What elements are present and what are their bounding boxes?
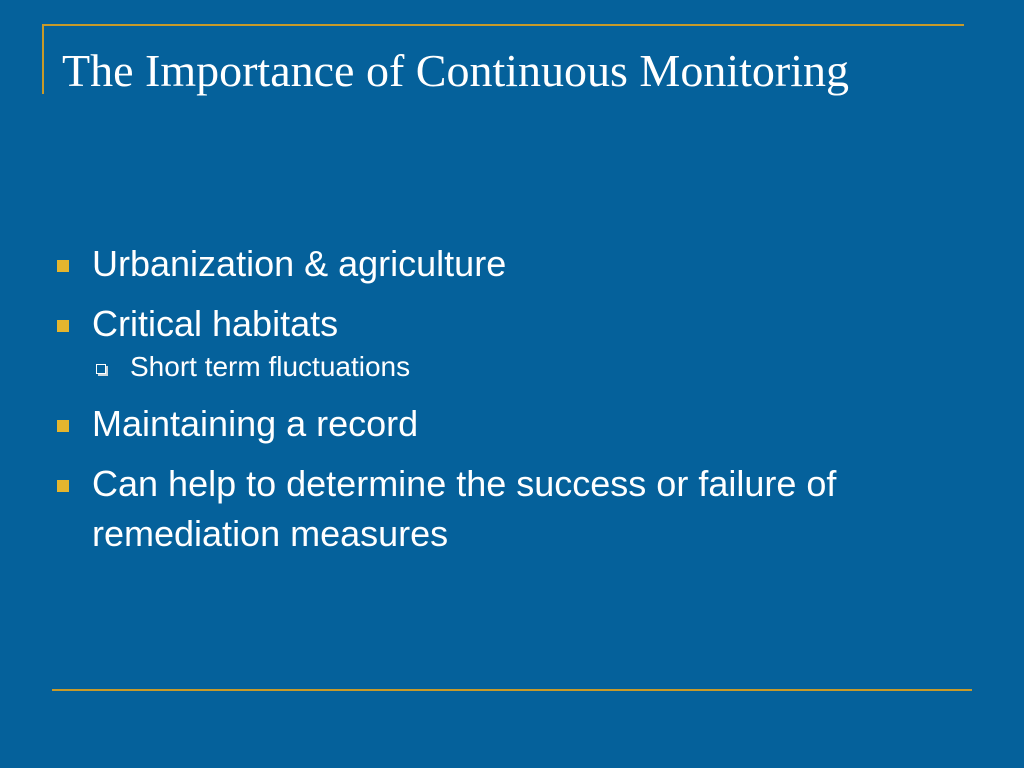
sub-bullet-text: Short term fluctuations — [130, 351, 411, 382]
bullet-item — [50, 399, 960, 449]
bottom-accent-line — [52, 689, 972, 691]
square-bullet-icon — [57, 480, 69, 492]
bullet-text: Maintaining a record — [92, 403, 419, 444]
left-accent-line — [42, 24, 44, 94]
square-bullet-icon — [57, 320, 69, 332]
bullet-text: Can help to determine the success or failure of remediation measures — [92, 463, 837, 554]
bullet-list — [50, 239, 960, 569]
sub-bullet-item — [50, 349, 960, 385]
bullet-text: Critical habitats — [92, 303, 339, 344]
top-accent-line — [42, 24, 964, 26]
bullet-text: Urbanization & agriculture — [92, 243, 507, 284]
slide-title: The Importance of Continuous Monitoring — [62, 45, 849, 96]
bullet-item — [50, 239, 960, 289]
bullet-item — [50, 459, 960, 559]
square-bullet-icon — [57, 420, 69, 432]
bullet-item — [50, 299, 960, 349]
hollow-square-bullet-icon — [96, 364, 106, 374]
square-bullet-icon — [57, 260, 69, 272]
